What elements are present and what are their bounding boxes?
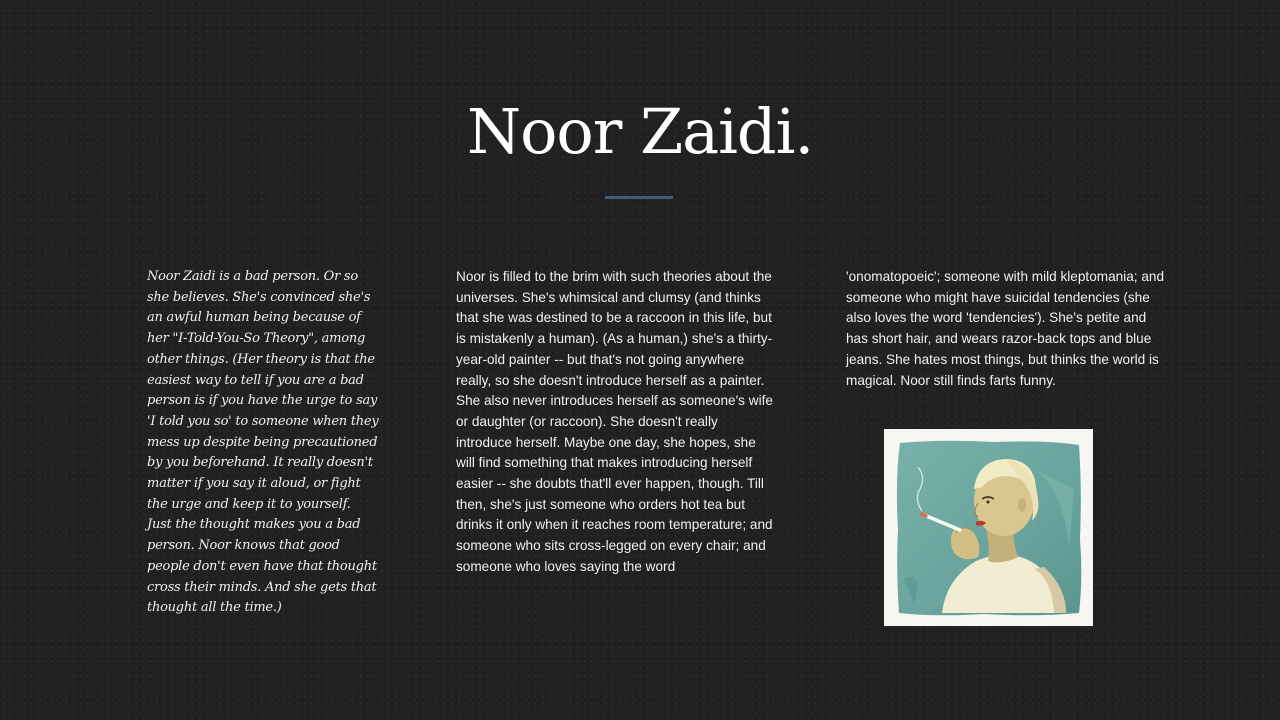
- bio-column-2: Noor is filled to the brim with such theories about the universes. She's whimsical and clumsy (and thinks that she was destined to be a raccoon in this life, but is mistakenly a human). (As a human,) she's a thirty-year-old painter -- but that's not going anywhere really, so she doesn't introduce herself as a painter. She also never introduces herself as someone's wife or daughter (or raccoon). She doesn't really introduce herself. Maybe one day, she hopes, she will find something that makes introducing herself easier -- she doubts that'll ever happen, though. Till then, she's just someone who orders hot tea but drinks it only when it reaches room temperature; and someone who sits cross-legged on every chair; and someone who loves saying the word: [456, 269, 773, 574]
- title-divider: [605, 196, 673, 199]
- bio-column-3: 'onomatopoeic'; someone with mild kleptomania; and someone who might have suicidal tendencies (she also loves the word 'tendencies'). She's petite and has short hair, and wears razor-back tops and blue jeans. She hates most things, but thinks the world is magical. Noor still finds farts funny.: [846, 269, 1165, 388]
- portrait-illustration: [884, 429, 1093, 626]
- portrait-artwork: [884, 429, 1093, 626]
- page-title: Noor Zaidi.: [466, 95, 814, 168]
- bio-column-1: Noor Zaidi is a bad person. Or so she believes. She's convinced she's an awful human being because of her "I-Told-You-So Theory", among other things. (Her theory is that the easiest way to tell if you are a bad person is if you have the urge to say 'I told you so' to someone when they mess up despite being precautioned by you beforehand. It really doesn't matter if you say it aloud, or fight the urge and keep it to yourself. Just the thought makes you a bad person. Noor knows that good people don't even have that thought cross their minds. And she gets that thought all the time.): [147, 269, 379, 616]
